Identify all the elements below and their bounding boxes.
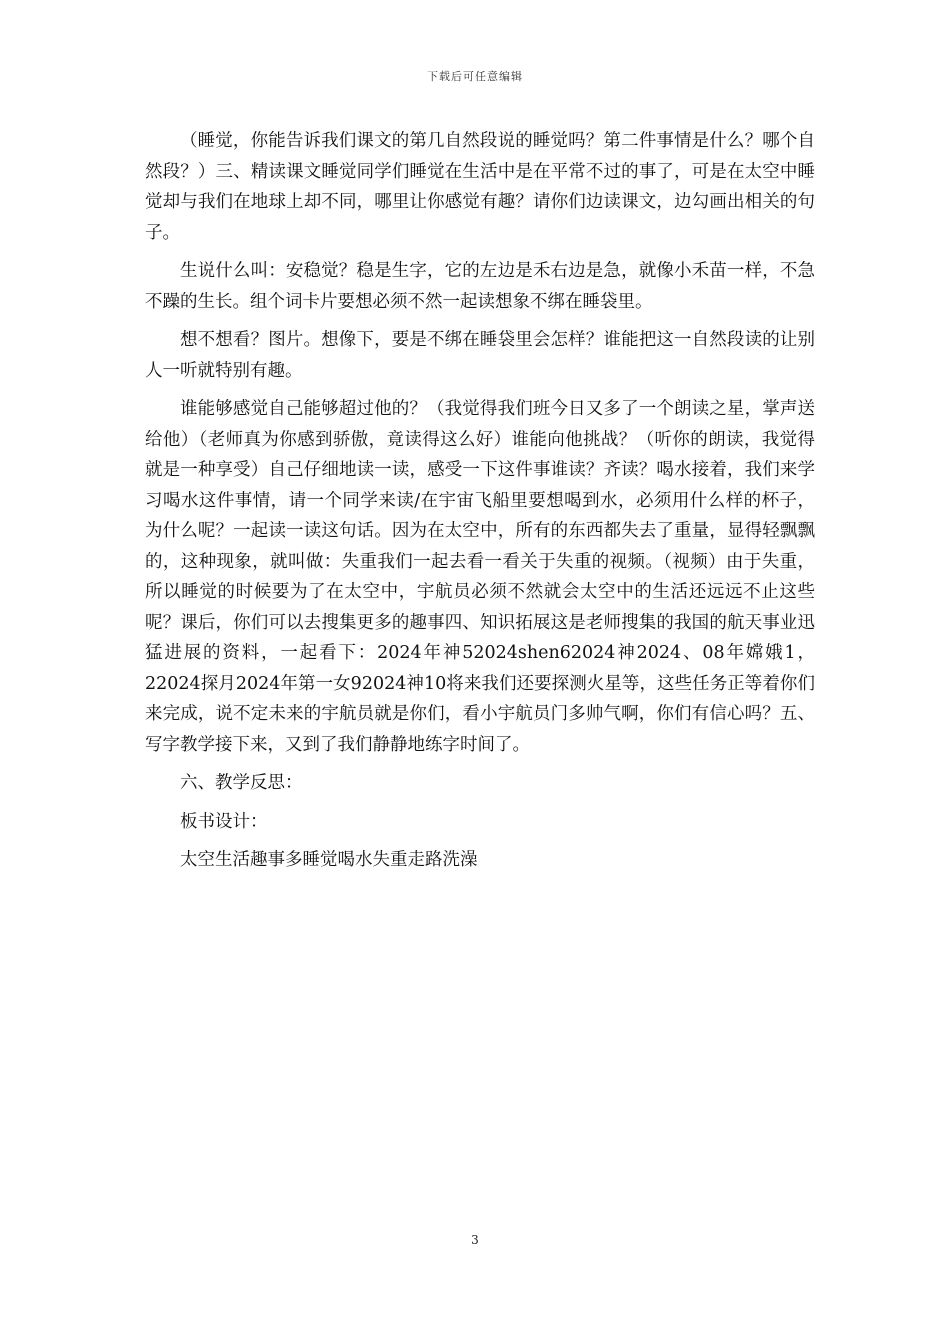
page-header: 下载后可任意编辑 bbox=[427, 70, 523, 83]
paragraph-board-content: 太空生活趣事多睡觉喝水失重走路洗澡 bbox=[180, 850, 478, 870]
document-body bbox=[145, 126, 815, 876]
page-number: 3 bbox=[471, 1233, 479, 1247]
paragraph-1: （睡觉，你能告诉我们课文的第几自然段说的睡觉吗？第二件事情是什么？哪个自然段？）三、精读课文睡觉同学们睡觉在生活中是在平常不过的事了，可是在太空中睡觉却与我们在地球上却不同，哪里让你感觉有趣？请你们边读课文，边勾画出相关的句子。 bbox=[145, 131, 815, 243]
paragraph-teaching-reflection: 六、教学反思： bbox=[180, 773, 303, 793]
paragraph-3: 想不想看？图片。想像下，要是不绑在睡袋里会怎样？谁能把这一自然段读的让别人一听就特别有趣。 bbox=[145, 330, 815, 381]
paragraph-board-design: 板书设计： bbox=[180, 811, 268, 832]
paragraph-2: 生说什么叫：安稳觉？稳是生字，它的左边是禾右边是急，就像小禾苗一样，不急不躁的生长。组个词卡片要想必须不然一起读想象不绑在睡袋里。 bbox=[145, 261, 815, 312]
paragraph-4: 谁能够感觉自己能够超过他的？（我觉得我们班今日又多了一个朗读之星，掌声送给他）（老师真为你感到骄傲，竟读得这么好）谁能向他挑战？（听你的朗读，我觉得就是一种享受）自己仔细地读一读，感受一下这件事谁读？齐读？喝水接着，我们来学习喝水这件事情，请一个同学来读/在宇宙飞船里要想喝到水，必须用什么样的杯子，为什么呢？一起读一读这句话。因为在太空中，所有的东西都失去了重量，显得轻飘飘的，这种现象，就叫做：失重我们一起去看一看关于失重的视频。（视频）由于失重，所以睡觉的时候要为了在太空中，宇航员必须不然就会太空中的生活还远远不止这些呢？课后，你们可以去搜集更多的趣事四、知识拓展这是老师搜集的我国的航天事业迅猛进展的资料，一起看下：2024年神52024shen62024神2024、08年嫦娥1，22024探月2024年第一女92024神10将来我们还要探测火星等，这些任务正等着你们来完成，说不定未来的宇航员就是你们，看小宇航员门多帅气啊，你们有信心吗？五、写字教学接下来，又到了我们静静地练字时间了。 bbox=[145, 399, 815, 755]
